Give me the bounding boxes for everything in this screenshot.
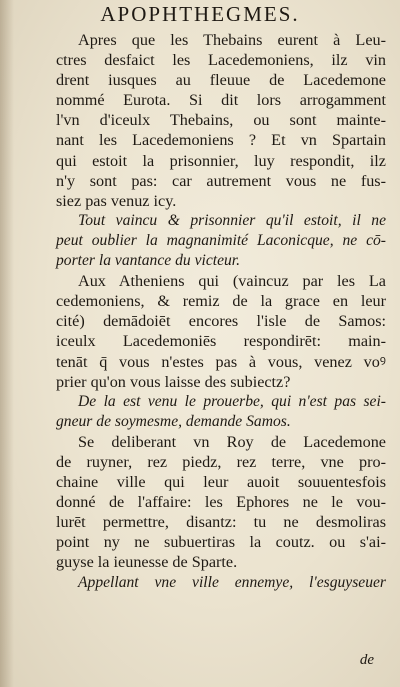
- text-line: nommé Eurota. Si dit lors arrogamment: [56, 91, 386, 110]
- text-line: ctres desfaict les Lacedemoniens, ilz vin: [56, 51, 386, 70]
- commentary-line: Appellant vne ville ennemye, l'esguyseuer: [78, 573, 386, 591]
- gutter-shadow: [0, 0, 14, 687]
- text-line: chaine ville qui leur auoit souuentesfois: [56, 473, 386, 492]
- text-line: tenāt q̄ vous n'estes pas à vous, venez voꝰ: [56, 352, 386, 371]
- text-line: prier qu'on vous laisse des subiectz?: [56, 372, 291, 391]
- text-line: l'vn d'iceulx Thebains, ou sont mainte-: [56, 111, 386, 130]
- running-title: APOPHTHEGMES.: [100, 2, 300, 26]
- text-line: Se deliberant vn Roy de Lacedemone: [78, 432, 386, 451]
- text-line: Aux Atheniens qui (vaincuz par les La: [78, 272, 386, 291]
- text-line: nant les Lacedemoniens ? Et vn Spartain: [56, 131, 386, 150]
- commentary-line: gneur de soymesme, demande Samos.: [56, 412, 291, 430]
- text-line: guyse la ieunesse de Sparte.: [56, 553, 238, 572]
- commentary-line: De la est venu le prouerbe, qui n'est pas sei-: [78, 392, 386, 410]
- text-line: qui estoit la prisonnier, luy respondit, ilz: [56, 151, 386, 170]
- commentary-line: porter la vantance du victeur.: [56, 252, 241, 270]
- commentary-line: peut oublier la magnanimité Laconicque, ne cō-: [56, 231, 386, 249]
- commentary-line: Tout vaincu & prisonnier qu'il estoit, il ne: [78, 211, 386, 229]
- text-line: lurēt permettre, disantz: tu ne desmoliras: [56, 513, 386, 532]
- text-line: drent iusques au fleuue de Lacedemone: [56, 71, 386, 90]
- body-text: [56, 30, 386, 593]
- text-line: n'y sont pas: car autrement vous ne fus-: [56, 171, 386, 190]
- text-line: siez pas venuz icy.: [56, 191, 177, 210]
- text-line: cedemoniens, & remiz de la grace en leur: [56, 292, 386, 311]
- text-line: cité) demādoiēt encores l'isle de Samos:: [56, 312, 386, 331]
- text-line: de ruyner, rez piedz, rez terre, vne pro-: [56, 452, 386, 471]
- text-line: donné de l'affaire: les Ephores ne le vou-: [56, 493, 386, 512]
- text-line: iceulx Lacedemoniēs respondirēt: main-: [56, 332, 386, 351]
- text-line: Apres que les Thebains eurent à Leu-: [78, 31, 386, 49]
- text-line: point ny ne subuertiras la coutz. ou s'ai-: [56, 533, 386, 552]
- catchword: de: [359, 652, 374, 668]
